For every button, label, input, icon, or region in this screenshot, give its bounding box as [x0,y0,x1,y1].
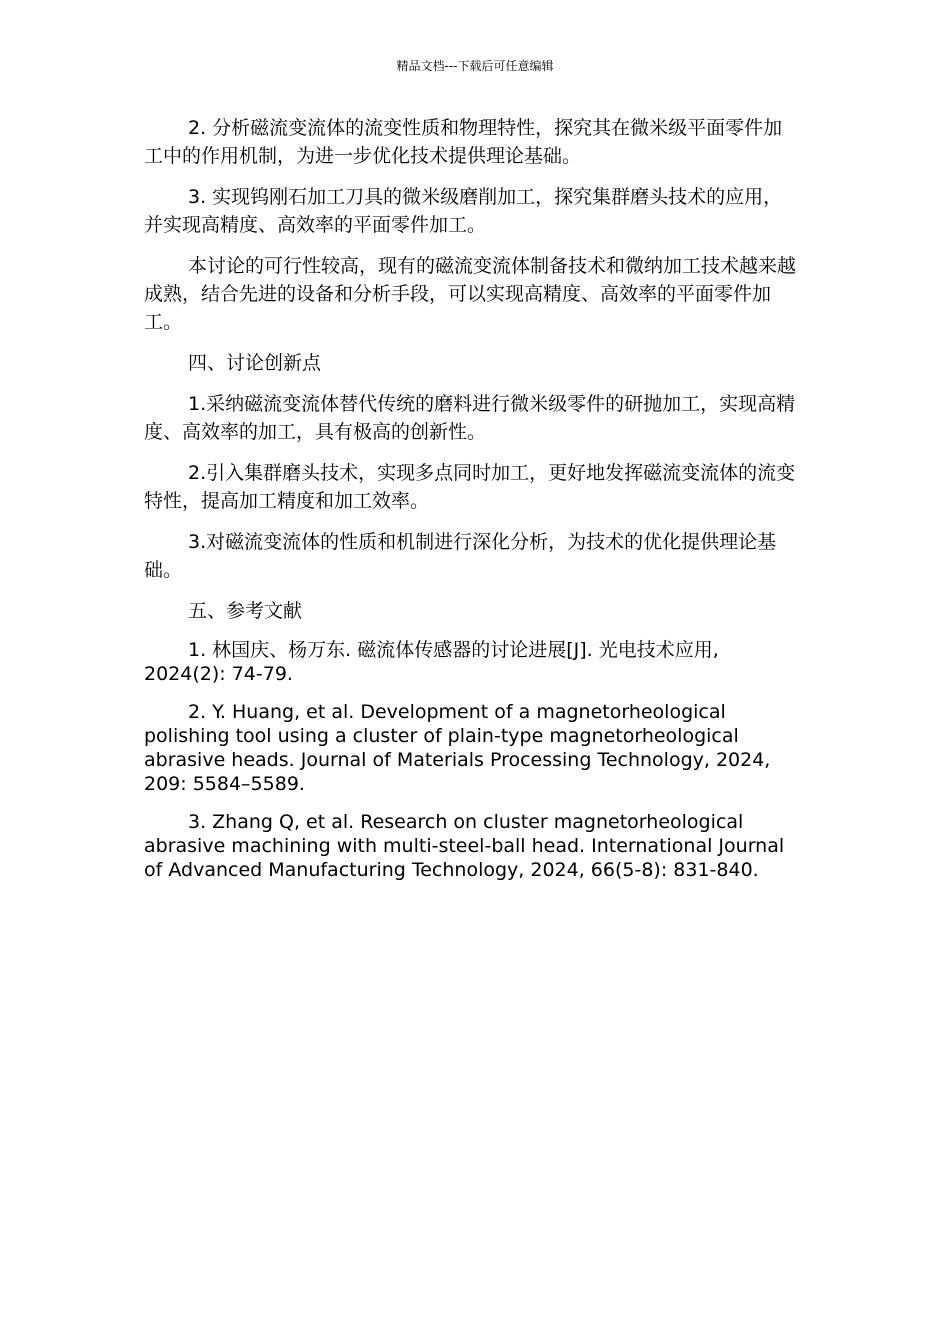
document-body [144,114,800,896]
body-paragraph: 2.引入集群磨头技术，实现多点同时加工，更好地发挥磁流变流体的流变特性，提高加工精度和加工效率。 [144,462,796,512]
reference-item: 3. Zhang Q, et al. Research on cluster magnetorheological abrasive machining with multi-steel-ball head. International Journal of Advanced Manufacturing Technology, 2024, 66(5-8): 831-840. [144,811,785,881]
body-paragraph: 1.采纳磁流变流体替代传统的磨料进行微米级零件的研抛加工，实现高精度、高效率的加工，具有极高的创新性。 [144,393,796,443]
section-heading: 四、讨论创新点 [188,352,322,374]
body-paragraph: 2. 分析磁流变流体的流变性质和物理特性，探究其在微米级平面零件加工中的作用机制，为进一步优化技术提供理论基础。 [144,117,783,167]
body-paragraph: 本讨论的可行性较高，现有的磁流变流体制备技术和微纳加工技术越来越成熟，结合先进的设备和分析手段，可以实现高精度、高效率的平面零件加工。 [144,255,797,333]
page-header: 精品文档---下载后可任意编辑 [396,59,554,73]
reference-item: 1. 林国庆、杨万东. 磁流体传感器的讨论进展[J]. 光电技术应用, 2024(2): 74-79. [144,639,719,685]
body-paragraph: 3. 实现钨刚石加工刀具的微米级磨削加工，探究集群磨头技术的应用，并实现高精度、高效率的平面零件加工。 [144,186,783,236]
reference-item: 2. Y. Huang, et al. Development of a magnetorheological polishing tool using a cluster of plain-type magnetorheological abrasive heads. Journal of Materials Processing Technology, 2024, 209: 5584–5589. [144,701,771,795]
section-heading: 五、参考文献 [188,600,303,622]
body-paragraph: 3.对磁流变流体的性质和机制进行深化分析，为技术的优化提供理论基础。 [144,531,777,581]
